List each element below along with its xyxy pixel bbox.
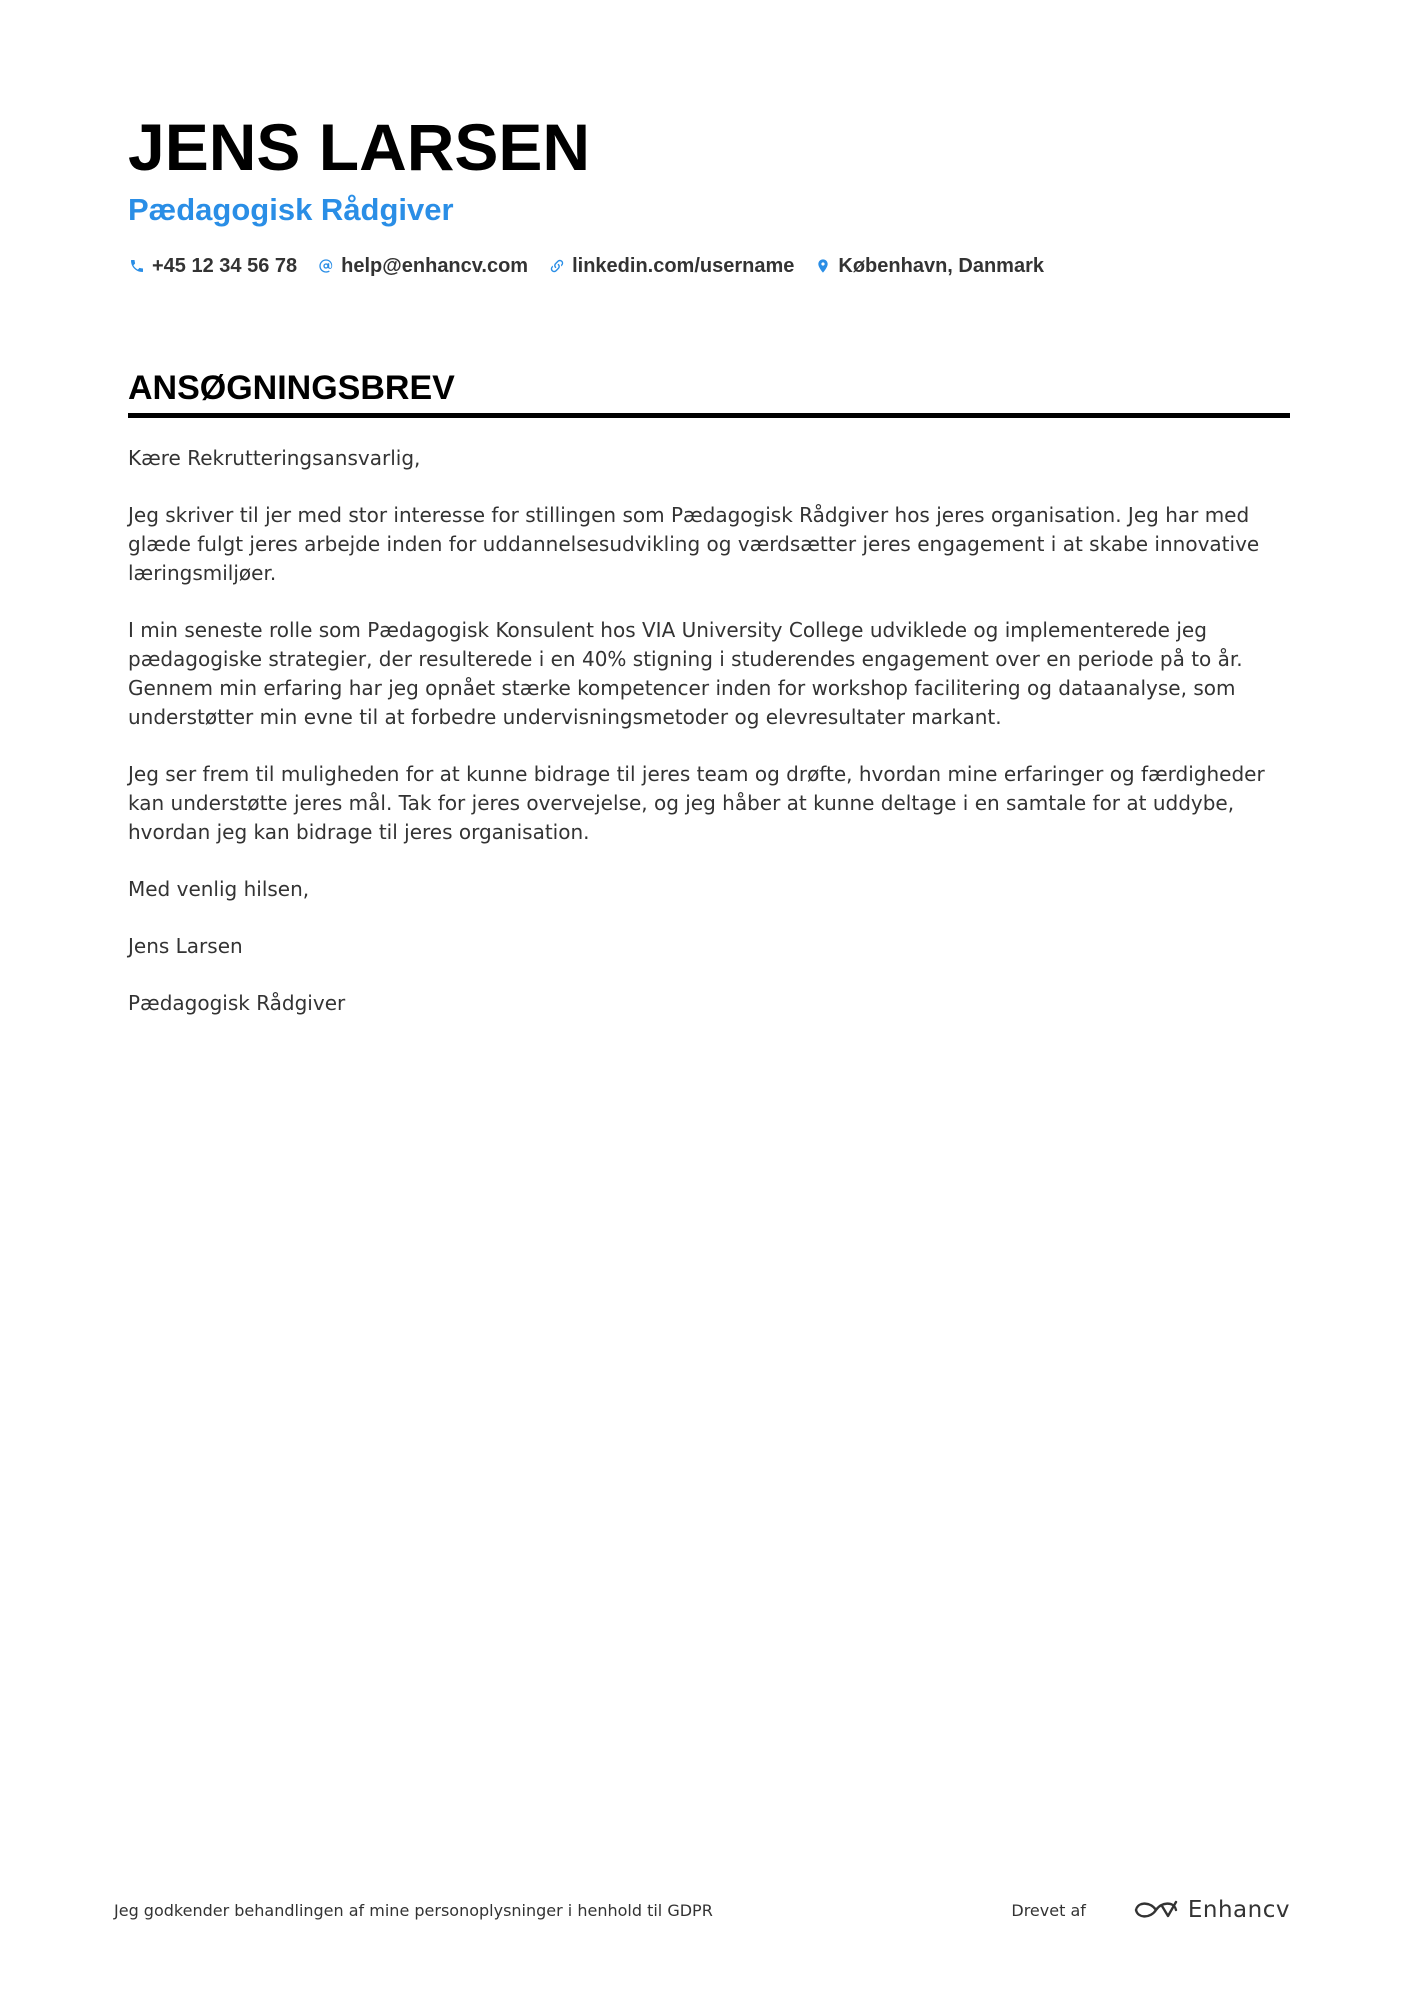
powered-by-label: Drevet af: [1011, 1900, 1086, 1920]
contact-email[interactable]: [317, 252, 528, 280]
footer: [114, 1890, 1290, 1930]
letter-paragraph-2: I min seneste rolle som Pædagogisk Konsulent hos VIA University College udviklede og implementerede jeg pædagogiske strategier, der resulterede i en 40% stigning i studerendes engagement over en periode på to år. Gennem min erfaring har jeg opnået stærke kompetencer inden for workshop facilitering og dataanalyse, som understøtter min evne til at forbedre undervisningsmetoder og elevresultater markant.: [128, 618, 1243, 729]
enhancv-brand-name: Enhancv: [1187, 1897, 1290, 1923]
phone-icon: [128, 256, 146, 276]
contact-location: [814, 252, 1044, 280]
enhancv-brand[interactable]: [1132, 1897, 1290, 1923]
contact-linkedin[interactable]: [548, 252, 794, 280]
section-title: ANSØGNINGSBREV: [128, 366, 1290, 418]
email-text[interactable]: help@enhancv.com: [341, 255, 529, 277]
contact-bar: [128, 252, 1288, 280]
gdpr-consent-text: Jeg godkender behandlingen af mine personoplysninger i henhold til GDPR: [114, 1900, 713, 1920]
phone-text: +45 12 34 56 78: [152, 255, 298, 277]
enhancv-logo-icon: [1132, 1897, 1180, 1923]
cover-letter-section: [128, 366, 1290, 1046]
header: [128, 108, 1288, 280]
letter-paragraph-3: Jeg ser frem til muligheden for at kunne bidrage til jeres team og drøfte, hvordan mine erfaringer og færdigheder kan understøtte jeres mål. Tak for jeres overvejelse, og jeg håber at kunne deltage i en samtale for at uddybe, hvordan jeg kan bidrage til jeres organisation.: [128, 762, 1265, 844]
signature-name: Jens Larsen: [128, 934, 243, 958]
at-icon: [317, 256, 335, 276]
signature-title: Pædagogisk Rådgiver: [128, 991, 346, 1015]
location-pin-icon: [814, 256, 832, 276]
powered-by: [1011, 1897, 1290, 1923]
job-title: Pædagogisk Rådgiver: [128, 192, 454, 227]
letter-greeting: Kære Rekrutteringsansvarlig,: [128, 446, 421, 470]
contact-phone: [128, 252, 297, 280]
letter-closing: Med venlig hilsen,: [128, 877, 310, 901]
link-icon: [548, 256, 566, 276]
candidate-name: JENS LARSEN: [128, 110, 591, 184]
letter-paragraph-1: Jeg skriver til jer med stor interesse for stillingen som Pædagogisk Rådgiver hos jeres organisation. Jeg har med glæde fulgt jeres arbejde inden for uddannelsesudvikling og værdsætter jeres engagement i at skabe innovative læringsmiljøer.: [128, 503, 1260, 585]
letter-body: [128, 444, 1290, 1018]
linkedin-text[interactable]: linkedin.com/username: [572, 255, 795, 277]
location-text: København, Danmark: [838, 255, 1044, 277]
